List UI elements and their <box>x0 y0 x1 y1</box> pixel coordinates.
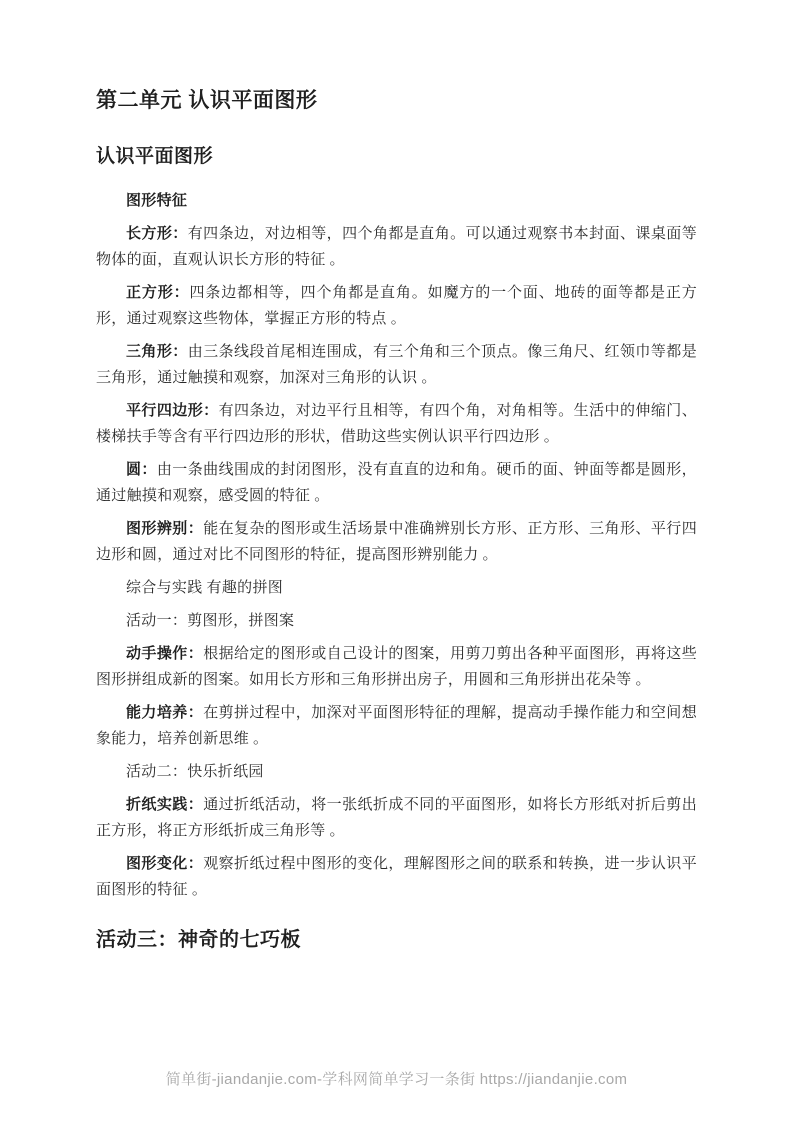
paragraph-shape-change <box>96 851 697 903</box>
paragraph-square <box>96 280 697 332</box>
paragraph-text: 在剪拼过程中，加深对平面图形特征的理解，提高动手操作能力和空间想象能力，培养创新思维 。 <box>96 705 697 747</box>
paragraph-rectangle <box>96 221 697 273</box>
paragraph-text: 有四条边，对边相等，四个角都是直角。可以通过观察书本封面、课桌面等物体的面，直观认识长方形的特征 。 <box>96 226 698 268</box>
paragraph-lead: 动手操作： <box>126 646 204 662</box>
section-heading: 认识平面图形 <box>96 146 214 167</box>
paragraph-text: 由三条线段首尾相连围成，有三个角和三个顶点。像三角尺、红领巾等都是三角形，通过触摸和观察，加深对三角形的认识 。 <box>96 344 698 386</box>
paragraph-lead: 折纸实践： <box>126 797 204 813</box>
document-body <box>96 188 697 903</box>
unit-title: 第二单元 认识平面图形 <box>96 89 318 112</box>
paragraph-lead: 图形辨别： <box>126 521 204 537</box>
paragraph-triangle <box>96 339 697 391</box>
paragraph-lead: 图形变化： <box>126 856 204 872</box>
paragraph-shape-features <box>96 188 697 214</box>
paragraph-lead: 正方形： <box>126 285 190 301</box>
paragraph-text: 活动一：剪图形，拼图案 <box>126 613 295 629</box>
paragraph-text: 能在复杂的图形或生活场景中准确辨别长方形、正方形、三角形、平行四边形和圆，通过对比不同图形的特征，提高图形辨别能力 。 <box>96 521 697 563</box>
paragraph-parallelogram <box>96 398 697 450</box>
paragraph-lead: 图形特征 <box>126 193 188 209</box>
paragraph-hands-on <box>96 641 697 693</box>
activity-three-heading: 活动三：神奇的七巧板 <box>96 929 301 951</box>
paragraph-lead: 圆： <box>126 462 157 478</box>
paragraph-text: 观察折纸过程中图形的变化，理解图形之间的联系和转换，进一步认识平面图形的特征 。 <box>96 856 697 898</box>
paragraph-shape-discrimination <box>96 516 697 568</box>
paragraph-lead: 能力培养： <box>126 705 204 721</box>
paragraph-circle <box>96 457 697 509</box>
paragraph-text: 综合与实践 有趣的拼图 <box>126 580 284 596</box>
paragraph-practice-intro <box>96 575 697 601</box>
paragraph-text: 通过折纸活动，将一张纸折成不同的平面图形，如将长方形纸对折后剪出正方形，将正方形纸折成三角形等 。 <box>96 797 697 839</box>
paragraph-lead: 三角形： <box>126 344 188 360</box>
paragraph-paper-folding <box>96 792 697 844</box>
paragraph-text: 根据给定的图形或自己设计的图案，用剪刀剪出各种平面图形，再将这些图形拼组成新的图案。如用长方形和三角形拼出房子，用圆和三角形拼出花朵等 。 <box>96 646 697 688</box>
paragraph-text: 活动二：快乐折纸园 <box>126 764 264 780</box>
paragraph-lead: 长方形： <box>126 226 188 242</box>
paragraph-ability-training <box>96 700 697 752</box>
paragraph-activity-one <box>96 608 697 634</box>
paragraph-text: 由一条曲线围成的封闭图形，没有直直的边和角。硬币的面、钟面等都是圆形，通过触摸和观察，感受圆的特征 。 <box>96 462 697 504</box>
paragraph-text: 四条边都相等，四个角都是直角。如魔方的一个面、地砖的面等都是正方形，通过观察这些物体，掌握正方形的特点 。 <box>96 285 697 327</box>
footer-watermark: 简单街-jiandanjie.com-学科网简单学习一条街 https://jiandanjie.com <box>165 1071 628 1088</box>
paragraph-text: 有四条边，对边平行且相等，有四个角，对角相等。生活中的伸缩门、楼梯扶手等含有平行四边形的形状，借助这些实例认识平行四边形 。 <box>96 403 697 445</box>
paragraph-lead: 平行四边形： <box>126 403 219 419</box>
paragraph-activity-two <box>96 759 697 785</box>
